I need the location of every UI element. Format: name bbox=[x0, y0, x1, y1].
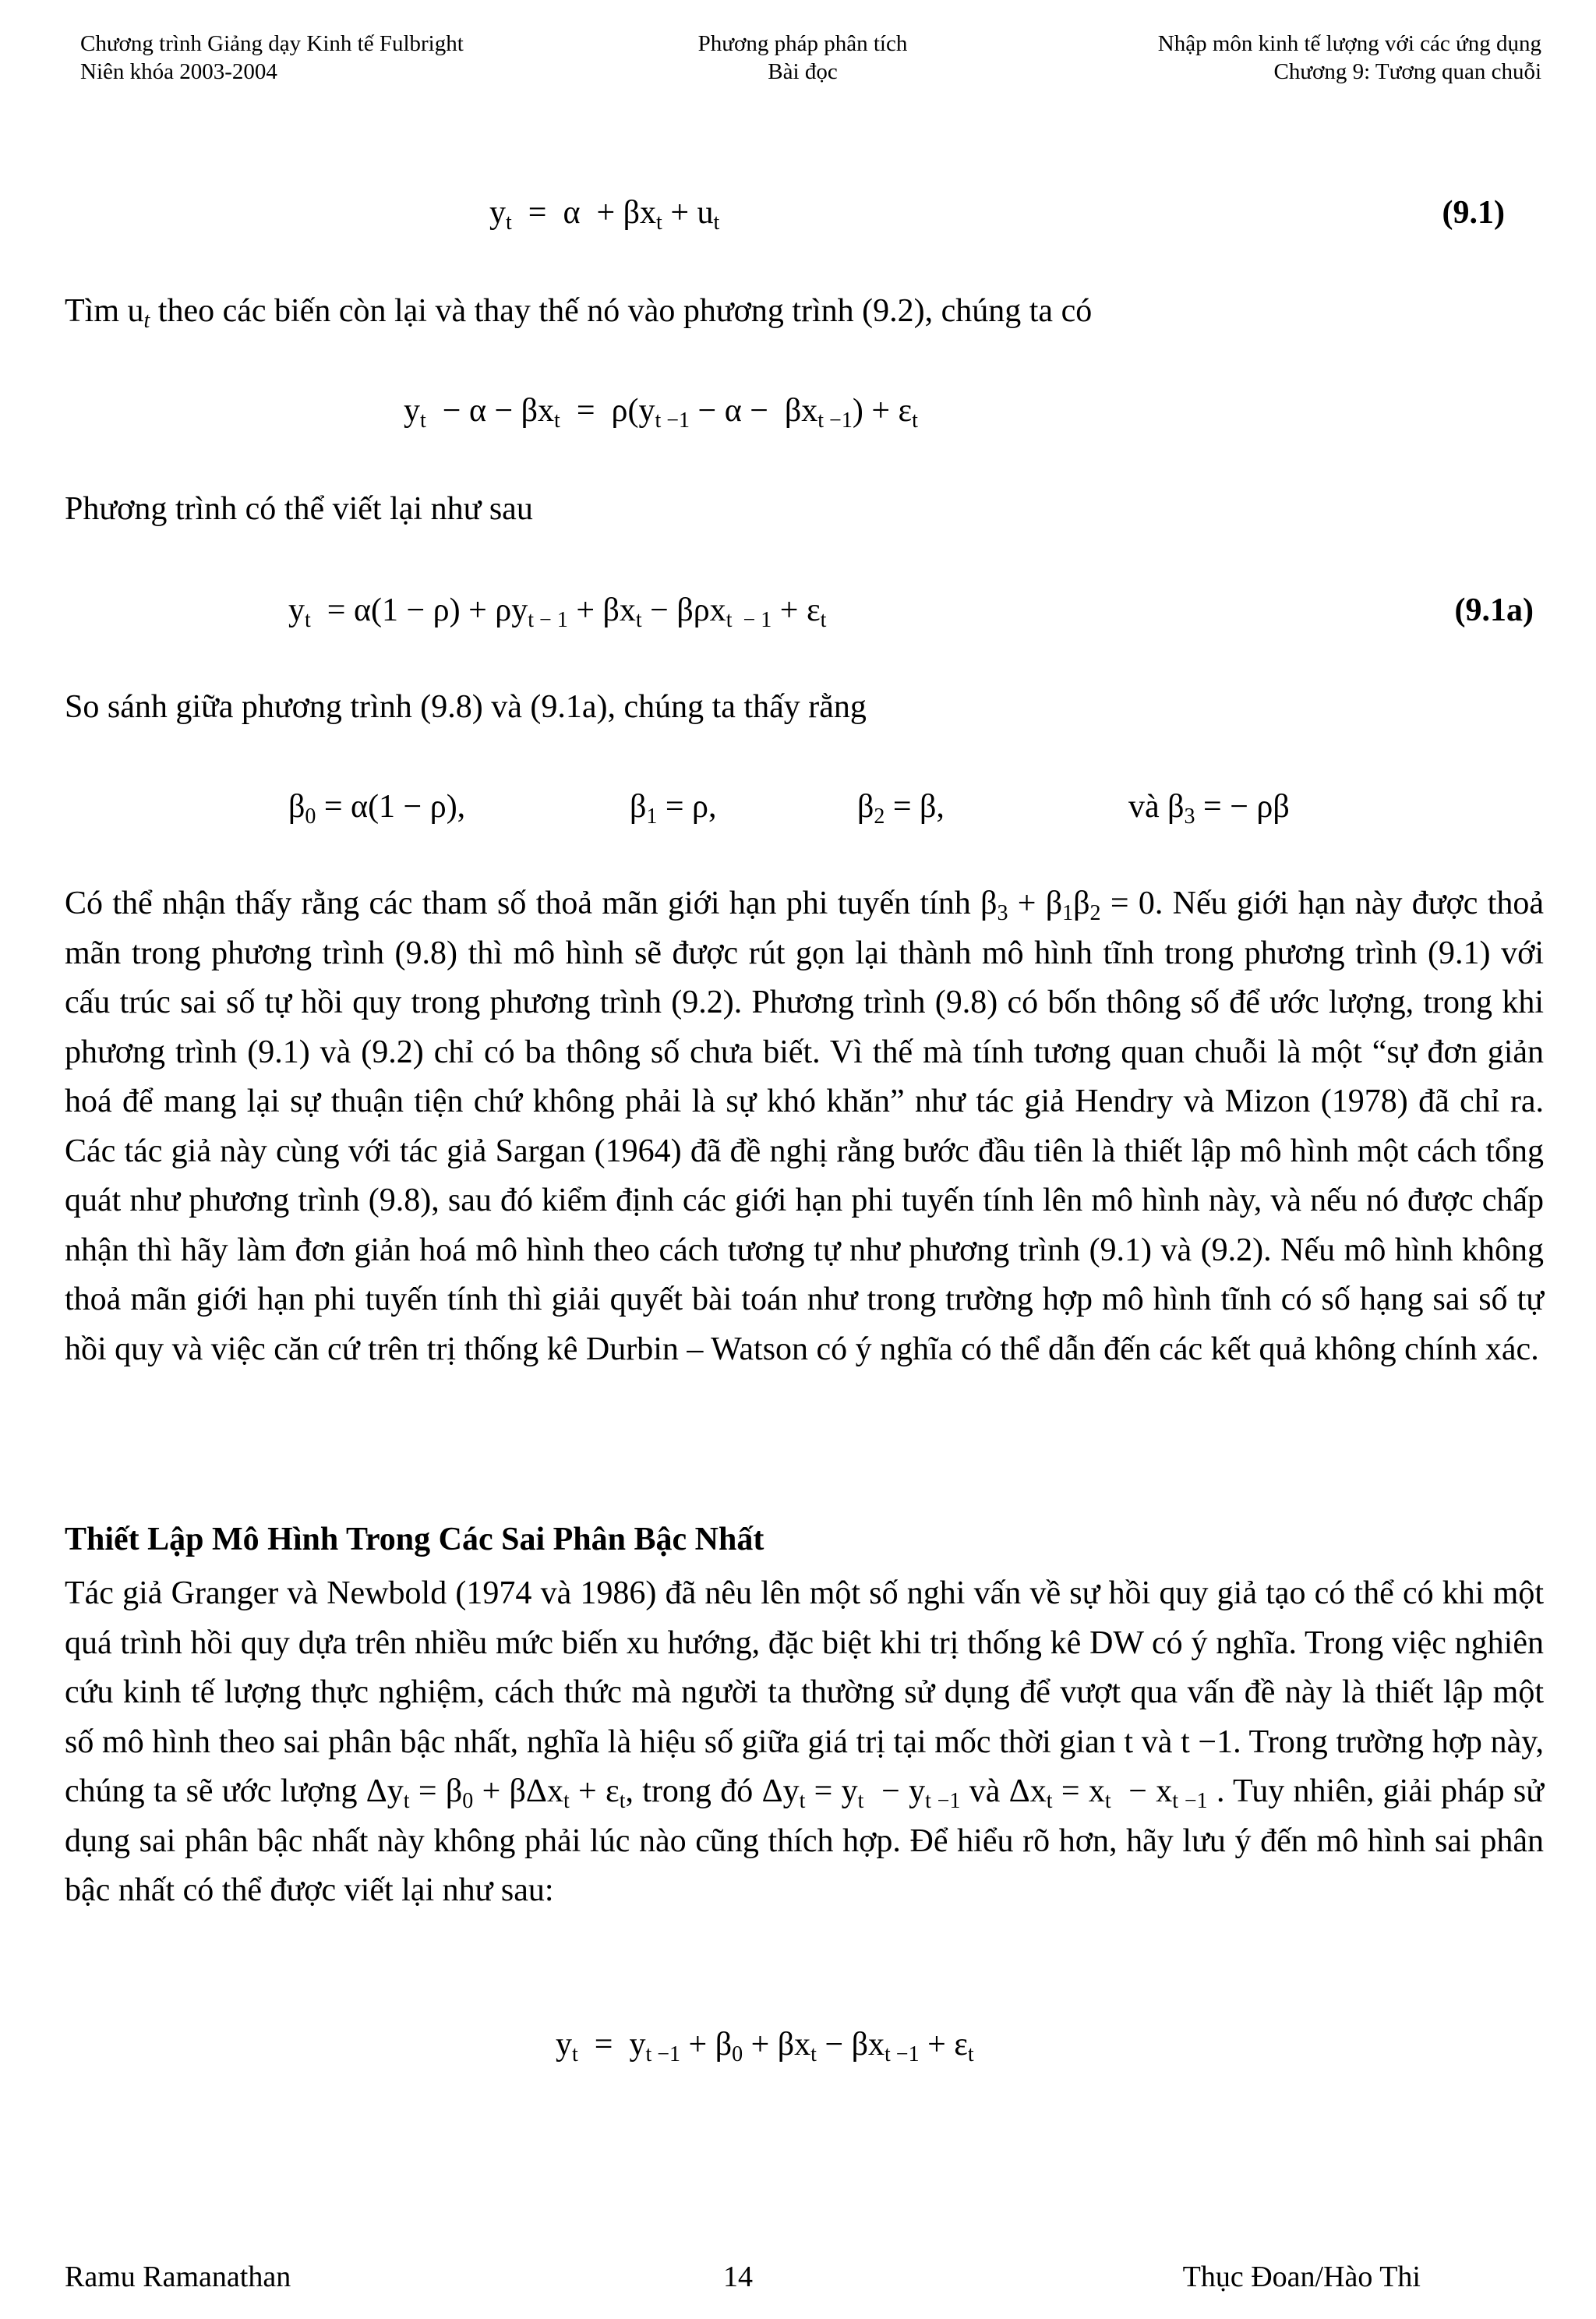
text-span: = β bbox=[409, 1773, 463, 1809]
header-chapter: Chương 9: Tương quan chuỗi bbox=[1273, 59, 1541, 84]
eq-text: − α − βx bbox=[425, 393, 555, 429]
header-course: Phương pháp phân tích bbox=[697, 31, 908, 56]
equation-first-difference bbox=[556, 2025, 974, 2064]
beta-1 bbox=[630, 787, 717, 829]
eq-text: y bbox=[404, 393, 420, 429]
eq-sub: 0 bbox=[732, 2042, 743, 2066]
text-sub: t bbox=[403, 1789, 410, 1813]
text-sub: 1 bbox=[1062, 901, 1074, 925]
header-left bbox=[80, 30, 464, 86]
paragraph-first-differences bbox=[65, 1569, 1544, 1916]
text-sub: t bbox=[1046, 1789, 1053, 1813]
eq-text: = − ρβ bbox=[1195, 789, 1290, 825]
text-span: = 0. Nếu giới hạn này được thoả mãn trong phương trình (9.8) thì mô hình sẽ được rút gọn lại thành mô hình tĩnh trong phương trình (9.1) với cấu trúc sai số tự hồi quy trong phương trình (9.2). Phương trình (9.8) có bốn thông số để ước lượng, trong khi phương trình (9.1) và (9.2) chỉ có ba thông số chưa biết. Vì thế mà tính tương quan chuỗi là một “sự đơn giản hoá để mang lại sự thuận tiện chứ không phải là sự khó khăn” như tác giả Hendry và Mizon (1978) đã chỉ ra. Các tác giả này cùng với tác giả Sargan (1964) đã đề nghị rằng bước đầu tiên là thiết lập mô hình một cách tổng quát như phương trình (9.8), sau đó kiểm định các giới hạn phi tuyến tính lên mô hình này, và nếu nó được chấp nhận thì hãy làm đơn giản hoá mô hình theo cách tương tự như phương trình (9.1) và (9.2). Nếu mô hình không thoả mãn giới hạn phi tuyến tính thì giải quyết bài toán như trong trường hợp mô hình tĩnh có số hạng sai số tự hồi quy và việc căn cứ trên trị thống kê Durbin – Watson có ý nghĩa có thể dẫn đến các kết quả không chính xác. bbox=[65, 886, 1545, 1367]
eq-sub: t bbox=[572, 2042, 578, 2066]
eq-text: y bbox=[556, 2027, 572, 2063]
footer-page-number: 14 bbox=[723, 2261, 753, 2293]
eq-text: và β bbox=[1128, 789, 1185, 825]
eq-text: + u bbox=[662, 195, 714, 231]
eq-sub: t − 1 bbox=[528, 608, 568, 632]
eq-sub: t bbox=[420, 408, 426, 433]
equation-9-1a bbox=[288, 591, 826, 630]
eq-text: β bbox=[630, 789, 647, 825]
eq-text: − βx bbox=[816, 2027, 885, 2063]
eq-text: = β, bbox=[885, 789, 945, 825]
text-span: = y bbox=[805, 1773, 858, 1809]
text-sub: t bbox=[857, 1789, 864, 1813]
equation-9-1 bbox=[489, 193, 720, 235]
text-span: − y bbox=[863, 1773, 926, 1809]
header-right bbox=[1158, 30, 1541, 86]
eq-text: + ε bbox=[772, 592, 821, 628]
text-span: Tìm u bbox=[65, 293, 144, 329]
text-span: Tác giả Granger và Newbold (1974 và 1986) đã nêu lên một số nghi vấn về sự hồi quy giả tạo có thể có khi một quá trình hồi quy dựa trên nhiều mức biến xu hướng, đặc biệt khi trị thống kê DW có ý nghĩa. Trong việc nghiên cứu kinh tế lượng thực nghiệm, cách thức mà người ta thường sử dụng để vượt qua vấn đề này là thiết lập một số mô hình theo sai phân bậc nhất, nghĩa là hiệu số giữa giá trị tại mốc thời gian t và t −1. Trong trường hợp này, chúng ta sẽ ước lượng Δy bbox=[65, 1575, 1544, 1809]
eq-sub: t bbox=[554, 408, 560, 433]
text-span: + βΔx bbox=[473, 1773, 563, 1809]
beta-0 bbox=[288, 787, 466, 829]
text-sub: t bbox=[619, 1789, 626, 1813]
text-span: + β bbox=[1008, 886, 1063, 921]
text-span: theo các biến còn lại và thay thế nó vào phương trình (9.2), chúng ta có bbox=[150, 293, 1093, 329]
header-year: Niên khóa 2003-2004 bbox=[80, 59, 277, 84]
eq-sub: t −1 bbox=[645, 2042, 681, 2066]
eq-sub: t − 1 bbox=[726, 608, 772, 632]
header-book-title: Nhập môn kinh tế lượng với các ứng dụng bbox=[1157, 31, 1541, 56]
text-sub: 3 bbox=[997, 901, 1008, 925]
text-span: Có thể nhận thấy rằng các tham số thoả mãn giới hạn phi tuyến tính β bbox=[65, 886, 998, 921]
eq-text: y bbox=[288, 592, 305, 628]
eq-text: β bbox=[288, 789, 305, 825]
eq-sub: t bbox=[912, 408, 918, 433]
eq-text: β bbox=[857, 789, 874, 825]
section-heading: Thiết Lập Mô Hình Trong Các Sai Phân Bậc Nhất bbox=[65, 1522, 764, 1557]
eq-sub: 2 bbox=[874, 804, 885, 829]
equation-substituted bbox=[404, 391, 918, 433]
text-span: + ε bbox=[569, 1773, 620, 1809]
beta-2 bbox=[857, 787, 945, 829]
equation-number-9-1: (9.1) bbox=[1442, 195, 1505, 231]
eq-text: = α(1 − ρ) + ρy bbox=[310, 592, 528, 628]
footer-translators: Thục Đoan/Hào Thi bbox=[1182, 2261, 1421, 2293]
text-sub: t −1 bbox=[1172, 1789, 1208, 1813]
eq-sub: 0 bbox=[305, 804, 316, 829]
eq-text: = ρ, bbox=[657, 789, 717, 825]
text-sub: t bbox=[799, 1789, 806, 1813]
eq-sub: t bbox=[967, 2042, 974, 2066]
header-program: Chương trình Giảng dạy Kinh tế Fulbright bbox=[80, 31, 464, 56]
eq-text: − βρx bbox=[641, 592, 726, 628]
eq-text: ) + ε bbox=[852, 393, 913, 429]
text-span: , trong đó Δy bbox=[625, 1773, 800, 1809]
eq-sub: t −1 bbox=[655, 408, 690, 433]
text-sub: t bbox=[563, 1789, 570, 1813]
text-sub: t bbox=[143, 309, 150, 333]
eq-text: = y bbox=[577, 2027, 646, 2063]
beta-3 bbox=[1128, 787, 1290, 829]
eq-sub: 1 bbox=[646, 804, 658, 829]
eq-sub: t bbox=[305, 608, 311, 632]
eq-sub: t bbox=[656, 210, 662, 235]
text-span: = x bbox=[1052, 1773, 1105, 1809]
eq-sub: t bbox=[713, 210, 720, 235]
text-sub: 0 bbox=[462, 1789, 474, 1813]
eq-text: = ρ(y bbox=[560, 393, 655, 429]
eq-sub: t −1 bbox=[885, 2042, 920, 2066]
eq-text: + βx bbox=[567, 592, 636, 628]
text-span: . Tuy nhiên, giải pháp sử dụng sai phân bậc nhất này không phải lúc nào cũng thích hợp. Để hiểu rõ hơn, hãy lưu ý đến mô hình sai phân bậc nhất có thể được viết lại như sau: bbox=[65, 1773, 1545, 1908]
eq-text: = α(1 − ρ), bbox=[316, 789, 466, 825]
eq-sub: t −1 bbox=[817, 408, 853, 433]
eq-sub: t bbox=[506, 210, 512, 235]
text-line-compare: So sánh giữa phương trình (9.8) và (9.1a), chúng ta thấy rằng bbox=[65, 689, 867, 725]
eq-sub: t bbox=[820, 608, 827, 632]
eq-text: − α − βx bbox=[690, 393, 818, 429]
paragraph-nonlinear-restriction bbox=[65, 879, 1544, 1374]
header-center bbox=[686, 30, 920, 86]
text-span: và Δx bbox=[960, 1773, 1047, 1809]
eq-text: + ε bbox=[919, 2027, 968, 2063]
eq-text: + β bbox=[680, 2027, 733, 2063]
text-sub: t −1 bbox=[925, 1789, 961, 1813]
text-sub: 2 bbox=[1089, 901, 1101, 925]
eq-sub: t bbox=[810, 2042, 817, 2066]
text-sub: t bbox=[1104, 1789, 1111, 1813]
eq-text: = α + βx bbox=[511, 195, 657, 231]
header-reading: Bài đọc bbox=[768, 59, 838, 84]
eq-sub: 3 bbox=[1184, 804, 1195, 829]
text-line-substitute bbox=[65, 292, 1092, 331]
equation-number-9-1a: (9.1a) bbox=[1454, 592, 1534, 628]
text-span: − x bbox=[1110, 1773, 1173, 1809]
text-span: β bbox=[1073, 886, 1090, 921]
eq-sub: t bbox=[635, 608, 642, 632]
text-line-rewrite: Phương trình có thể viết lại như sau bbox=[65, 491, 533, 527]
footer-author: Ramu Ramanathan bbox=[65, 2261, 291, 2293]
eq-text: + βx bbox=[743, 2027, 811, 2063]
eq-text: y bbox=[489, 195, 506, 231]
